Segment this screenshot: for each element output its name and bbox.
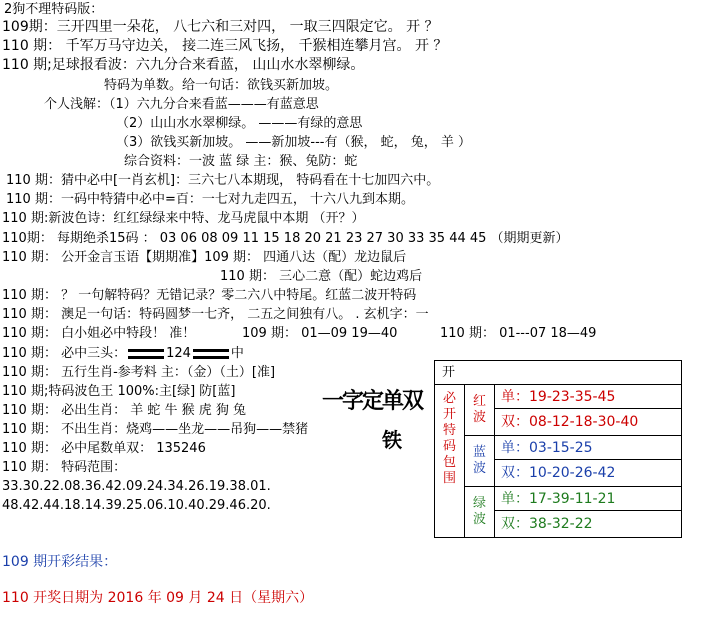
bars-decoration [193, 349, 229, 359]
text-segment: 中 [230, 346, 244, 361]
bars-decoration [128, 349, 164, 359]
blue-dan: 单：03-15-25 [495, 436, 681, 460]
text-line: 110 期： 五行生肖-参考料 主：（金）（土）[准] [2, 365, 276, 380]
text-line: 110 期： 白小姐必中特段！ 准！ [2, 326, 196, 341]
text-line: 110 期;足球报看波：六九分合来看蓝， 山山水水翠柳绿。 [2, 57, 365, 73]
side-char: 围 [442, 471, 456, 486]
green-wave-group [465, 487, 681, 537]
text-line: 109期：三开四里一朵花， 八七六和三对四， 一取三四限定它。 开 ？ [2, 19, 439, 35]
group-label [465, 385, 495, 435]
text-line: 110 期： ？ 一句解特码？无错记录？零二六八中特尾。红蓝二波开特码 [2, 288, 417, 303]
side-char: 必 [442, 391, 456, 406]
label-char: 蓝 [472, 445, 486, 460]
text-line: （2）山山水水翠柳绿。 ———有绿的意思 [116, 116, 363, 131]
red-shuang: 双：08-12-18-30-40 [501, 414, 639, 430]
text-line: 110 期:新波色诗：红红绿绿来中特、龙马虎鼠中本期 （开？） [2, 211, 365, 226]
yizi-title: 一字定单双 [322, 389, 423, 414]
red-dan: 单：19-23-35-45 [495, 385, 681, 409]
side-char: 开 [442, 407, 456, 422]
green-dan: 单：17-39-11-21 [495, 487, 681, 511]
text-line: 个人浅解：（1）六九分合来看蓝———有蓝意思 [44, 97, 319, 112]
number-range: 33.30.22.08.36.42.09.24.34.26.19.38.01. [2, 479, 271, 494]
text-line: 110 期： 必出生肖： 羊 蛇 牛 猴 虎 狗 兔 [2, 403, 247, 418]
text-line: 综合资料：一波 蓝 绿 主：猴、兔防：蛇 [124, 154, 358, 169]
label-char: 红 [472, 394, 486, 409]
text-line: 特码为单数。给一句话：欲钱买新加坡。 [104, 78, 339, 93]
text-line: 110期： 每期绝杀15码 ： 03 06 08 09 11 15 18 20 21 23 27 30 33 35 44 45 （期期更新） [2, 231, 569, 246]
text-line: 110 期： 01---07 18—49 [440, 326, 597, 341]
box-header: 开 [435, 361, 681, 385]
draw-date: 110 开奖日期为 2016 年 09 月 24 日（星期六） [2, 590, 314, 606]
blue-wave-group [465, 436, 681, 487]
text-line: 110 期： 必中尾数单双： 135246 [2, 441, 206, 456]
text-segment: 124 [166, 346, 191, 361]
label-char: 波 [472, 461, 486, 476]
text-line: 110 期：一码中特猜中必中=百：一七对九走四五， 十六八九到本期。 [6, 192, 414, 207]
group-label [465, 487, 495, 537]
color-wave-box [434, 360, 682, 538]
text-segment: 110 期： 必中三头： [2, 346, 127, 361]
red-wave-group [465, 385, 681, 436]
text-line: 110 期： 公开金言玉语【期期准】109 期： 四通八达（配）龙边鼠后 [2, 250, 407, 265]
text-line: （3）欲钱买新加坡。 ——新加坡---有（猴， 蛇， 兔， 羊 ） [116, 135, 472, 150]
text-line: 110 期： 不出生肖：烧鸡——坐龙——吊狗——禁猪 [2, 422, 309, 437]
page-title: 2狗不理特码版： [4, 2, 104, 17]
text-line: 110 期： 三心二意（配）蛇边鸡后 [220, 269, 423, 284]
number-range: 48.42.44.18.14.39.25.06.10.40.29.46.20. [2, 498, 271, 513]
side-char: 包 [442, 455, 456, 470]
label-char: 波 [472, 410, 486, 425]
side-char: 特 [442, 423, 456, 438]
text-line: 110 期： 澳足一句话：特码圆梦一七齐， 二五之间独有八。 . 玄机字：一 [2, 307, 429, 322]
text-line: 110 期;特码波色王 100%:主[绿] 防[蓝] [2, 384, 236, 399]
text-line: 110 期： 千军万马守边关， 接二连三风飞扬， 千猴相连攀月宫。 开 ？ [2, 38, 448, 54]
yizi-subtitle: 铁 [382, 428, 402, 452]
green-shuang: 双：38-32-22 [501, 516, 593, 532]
blue-shuang: 双：10-20-26-42 [501, 465, 616, 481]
label-char: 波 [472, 512, 486, 527]
text-line [2, 345, 244, 362]
result-label: 109 期开彩结果： [2, 554, 118, 570]
box-side-label [435, 385, 465, 537]
label-char: 绿 [472, 496, 486, 511]
side-char: 码 [442, 439, 456, 454]
text-line: 110 期：猜中必中[一肖玄机]：三六七八本期现， 特码看在十七加四六中。 [6, 173, 440, 188]
text-line: 109 期： 01—09 19—40 [242, 326, 398, 341]
group-label [465, 436, 495, 486]
text-line: 110 期： 特码范围： [2, 460, 127, 475]
